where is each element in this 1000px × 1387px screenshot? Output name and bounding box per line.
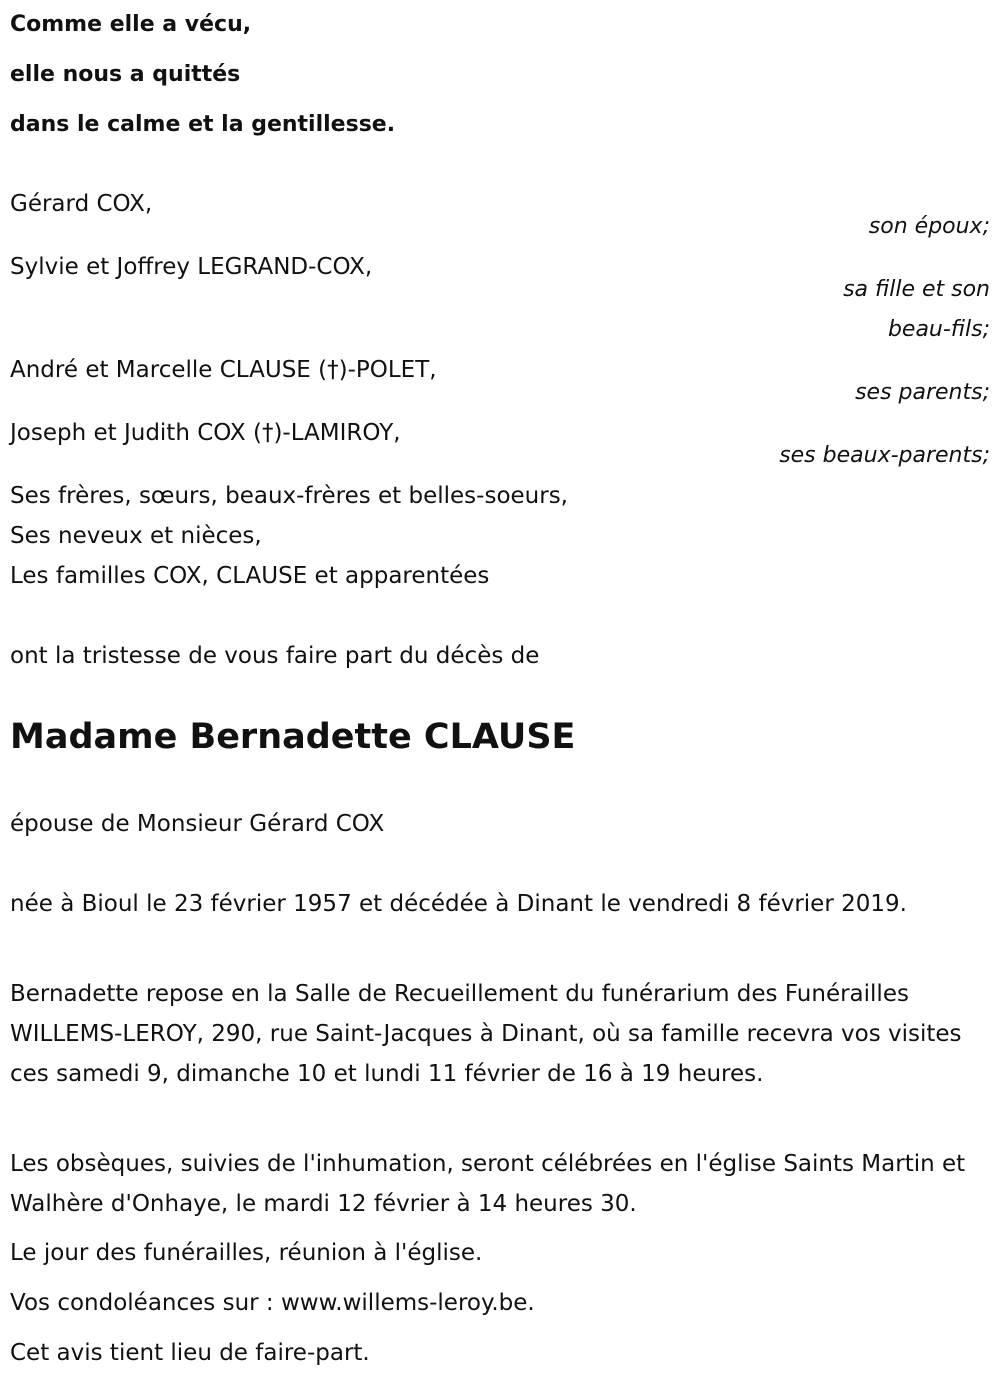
- relation-daughter-line-2: beau-fils;: [887, 317, 990, 342]
- gathering-paragraph: Le jour des funérailles, réunion à l'église.: [10, 1240, 483, 1266]
- family-name-spouse: Gérard COX,: [10, 191, 153, 217]
- relation-spouse: son époux;: [868, 214, 990, 239]
- others-line-2: Ses neveux et nièces,: [10, 523, 262, 549]
- others-line-3: Les familles COX, CLAUSE et apparentées: [10, 563, 490, 589]
- visitation-paragraph: Bernadette repose en la Salle de Recueillement du funérarium des Funérailles WILLEMS-LEROY, 290, rue Saint-Jacques à Dinant, où sa famille recevra vos visites ces samedi 9, dimanche 10 et lundi 11 février de 16 à 19 heures.: [10, 981, 962, 1087]
- family-name-in-laws: Joseph et Judith COX (†)-LAMIROY,: [10, 420, 401, 446]
- announcement-text: ont la tristesse de vous faire part du décès de: [10, 643, 540, 669]
- relation-daughter-line-1: sa fille et son: [843, 277, 990, 302]
- birth-death-paragraph: née à Bioul le 23 février 1957 et décédée à Dinant le vendredi 8 février 2019.: [10, 891, 907, 917]
- quote-line-2: elle nous a quittés: [10, 62, 241, 87]
- others-line-1: Ses frères, sœurs, beaux-frères et belles-soeurs,: [10, 483, 568, 509]
- spouse-line: épouse de Monsieur Gérard COX: [10, 811, 385, 837]
- quote-line-3: dans le calme et la gentillesse.: [10, 112, 396, 137]
- family-name-parents: André et Marcelle CLAUSE (†)-POLET,: [10, 357, 437, 383]
- relation-in-laws: ses beaux-parents;: [779, 443, 990, 468]
- deceased-name: Madame Bernadette CLAUSE: [10, 717, 576, 757]
- quote-line-1: Comme elle a vécu,: [10, 12, 252, 37]
- notice-paragraph: Cet avis tient lieu de faire-part.: [10, 1340, 370, 1366]
- relation-parents: ses parents;: [855, 380, 990, 405]
- funeral-paragraph: Les obsèques, suivies de l'inhumation, seront célébrées en l'église Saints Martin et Walhère d'Onhaye, le mardi 12 février à 14 heures 30.: [10, 1151, 966, 1217]
- condolences-paragraph: Vos condoléances sur : www.willems-leroy.be.: [10, 1290, 535, 1316]
- family-name-daughter: Sylvie et Joffrey LEGRAND-COX,: [10, 254, 373, 280]
